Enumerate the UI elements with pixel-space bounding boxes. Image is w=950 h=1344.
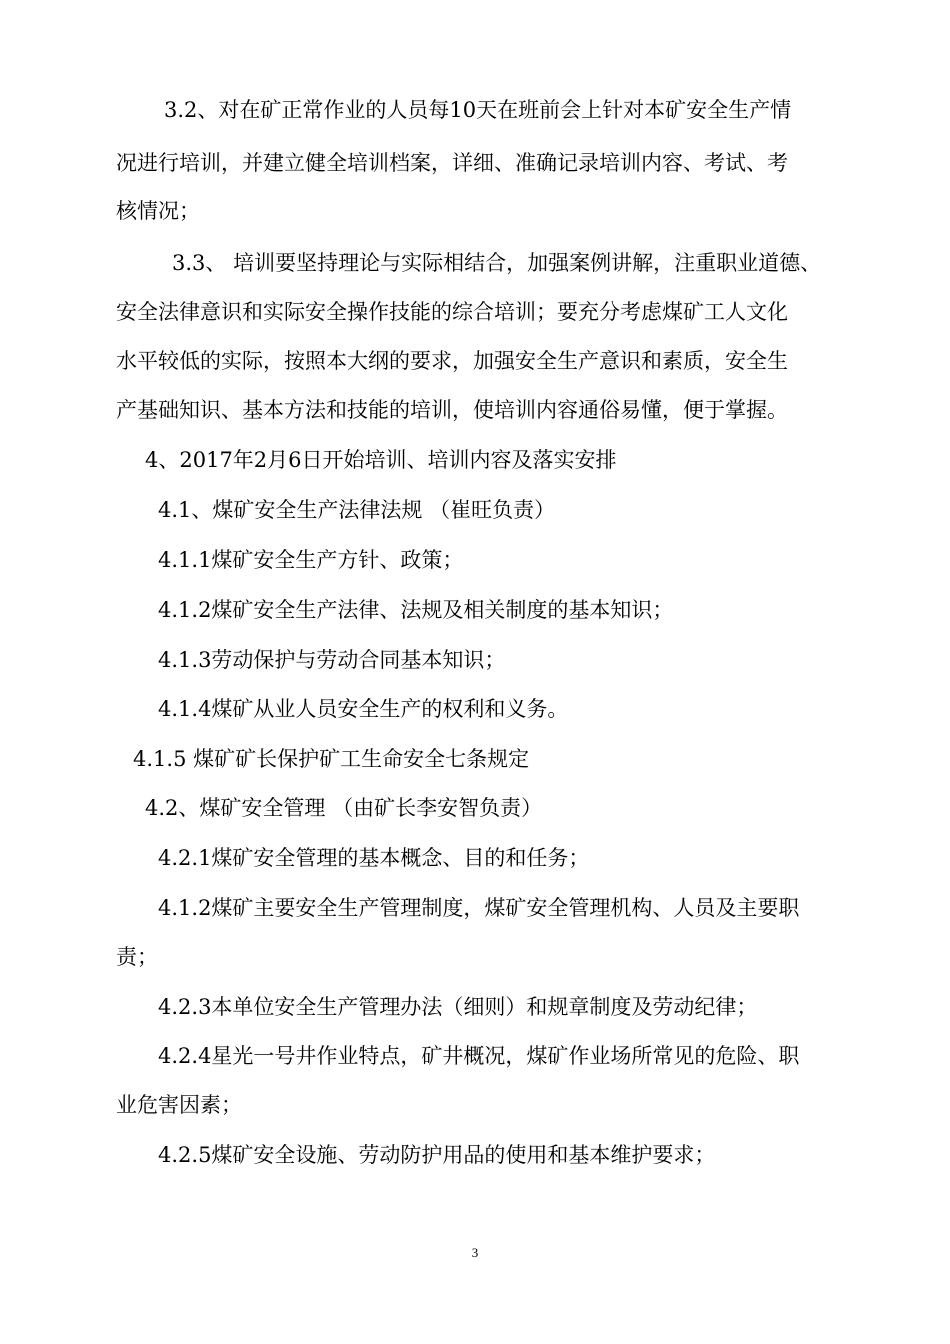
text-line: 4.2.3本单位安全生产管理办法（细则）和规章制度及劳动纪律； [158, 995, 758, 1019]
text-line: 3.3、 培训要坚持理论与实际相结合，加强案例讲解，注重职业道德、 [172, 251, 822, 275]
text-line: 核情况； [116, 199, 200, 223]
text-line: 安全法律意识和实际安全操作技能的综合培训；要充分考虑煤矿工人文化 [116, 300, 788, 324]
text-line: 责； [116, 945, 158, 969]
text-line: 4.1.2煤矿安全生产法律、法规及相关制度的基本知识； [158, 598, 674, 622]
text-line: 4.2.1煤矿安全管理的基本概念、目的和任务； [158, 846, 590, 870]
text-line: 业危害因素； [116, 1093, 242, 1117]
text-line: 4.2、煤矿安全管理 （由矿长李安智负责） [145, 796, 543, 820]
text-line: 4.1.5 煤矿矿长保护矿工生命安全七条规定 [133, 747, 530, 771]
text-line: 况进行培训，并建立健全培训档案，详细、准确记录培训内容、考试、考 [116, 151, 788, 175]
text-line: 4.2.4星光一号井作业特点，矿井概况，煤矿作业场所常见的危险、职 [158, 1044, 800, 1068]
text-line: 产基础知识、基本方法和技能的培训，使培训内容通俗易懂，便于掌握。 [116, 398, 788, 422]
text-line: 4.1、煤矿安全生产法律法规 （崔旺负责） [158, 498, 556, 522]
section-heading: 4、2017年2月6日开始培训、培训内容及落实安排 [145, 448, 617, 472]
text-line: 4.1.4煤矿从业人员安全生产的权利和义务。 [158, 697, 569, 721]
text-line: 4.1.3劳动保护与劳动合同基本知识； [158, 648, 506, 672]
text-line: 3.2、对在矿正常作业的人员每10天在班前会上针对本矿安全生产情 [164, 98, 792, 122]
text-line: 4.1.2煤矿主要安全生产管理制度，煤矿安全管理机构、人员及主要职 [158, 896, 800, 920]
text-line: 4.2.5煤矿安全设施、劳动防护用品的使用和基本维护要求； [158, 1143, 716, 1167]
text-line: 水平较低的实际，按照本大纲的要求，加强安全生产意识和素质，安全生 [116, 349, 788, 373]
text-line: 4.1.1煤矿安全生产方针、政策； [158, 548, 464, 572]
page-number: 3 [471, 1245, 479, 1260]
